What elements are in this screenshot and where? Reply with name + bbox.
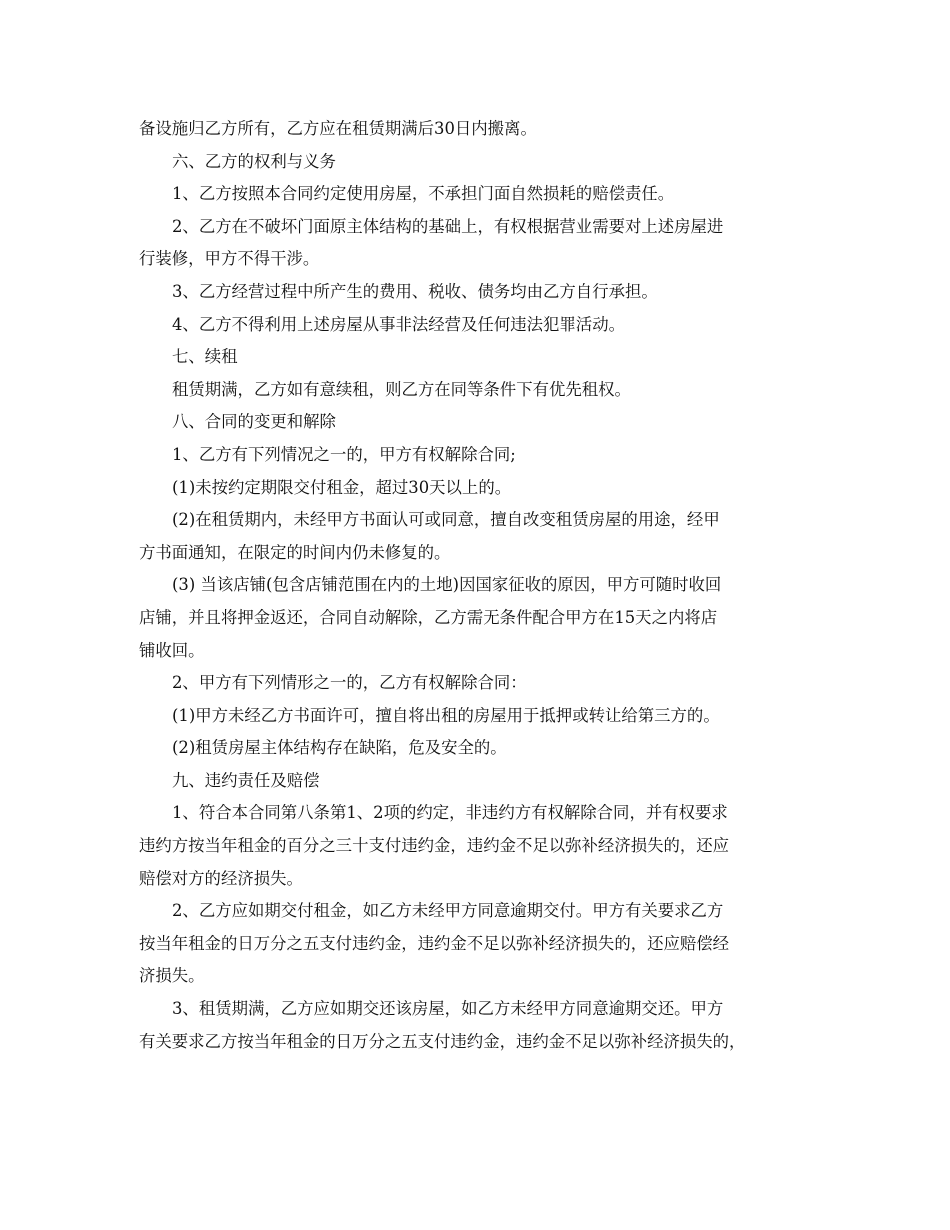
text-line: 备设施归乙方所有，乙方应在租赁期满后30日内搬离。 [139,119,537,138]
text-line: 济损失。 [139,966,205,986]
text-line: 1、符合本合同第八条第1、2项的约定，非违约方有权解除合同，并有权要求 [172,803,728,823]
text-line: 2、乙方应如期交付租金，如乙方未经甲方同意逾期交付。甲方有关要求乙方 [172,901,724,921]
section-heading: 八、合同的变更和解除 [172,412,336,432]
section-heading: 六、乙方的权利与义务 [172,151,336,171]
text-line: 4、乙方不得利用上述房屋从事非法经营及任何违法犯罪活动。 [172,314,625,334]
text-line: 2、甲方有下列情形之一的，乙方有权解除合同： [172,673,527,693]
text-line: 铺收回。 [139,640,205,660]
text-line: 3、乙方经营过程中所产生的费用、税收、债务均由乙方自行承担。 [172,281,658,301]
text-line: (1)未按约定期限交付租金，超过30天以上的。 [172,477,512,497]
text-line: 违约方按当年租金的百分之三十支付违约金，违约金不足以弥补经济损失的，还应 [139,836,730,856]
text-line: 3、租赁期满，乙方应如期交还该房屋，如乙方未经甲方同意逾期交还。甲方 [172,999,724,1019]
text-line: 赔偿对方的经济损失。 [139,868,303,888]
text-line: 有关要求乙方按当年租金的日万分之五支付违约金，违约金不足以弥补经济损失的， [139,1031,746,1051]
text-line: 按当年租金的日万分之五支付违约金，违约金不足以弥补经济损失的，还应赔偿经 [139,933,730,953]
text-line: (2)租赁房屋主体结构存在缺陷，危及安全的。 [172,738,507,758]
text-line: 行装修，甲方不得干涉。 [139,249,320,269]
section-heading: 九、违约责任及赔偿 [172,770,320,790]
text-line: 2、乙方在不破坏门面原主体结构的基础上，有权根据营业需要对上述房屋进 [172,216,724,236]
text-line: 租赁期满，乙方如有意续租，则乙方在同等条件下有优先租权。 [172,379,631,399]
text-line: (3) 当该店铺(包含店铺范围在内的土地)因国家征收的原因，甲方可随时收回 [172,575,722,595]
text-line: (2)在租赁期内，未经甲方书面认可或同意，擅自改变租赁房屋的用途，经甲 [172,510,720,530]
text-line: 1、乙方有下列情况之一的，甲方有权解除合同; [172,444,516,464]
contract-body [139,113,819,1058]
text-line: 方书面通知，在限定的时间内仍未修复的。 [139,542,451,562]
text-line: (1)甲方未经乙方书面许可，擅自将出租的房屋用于抵押或转让给第三方的。 [172,705,720,725]
text-line: 1、乙方按照本合同约定使用房屋，不承担门面自然损耗的赔偿责任。 [172,184,675,204]
section-heading: 七、续租 [172,347,238,367]
text-line: 店铺，并且将押金返还，合同自动解除，乙方需无条件配合甲方在15天之内将店 [139,607,718,627]
